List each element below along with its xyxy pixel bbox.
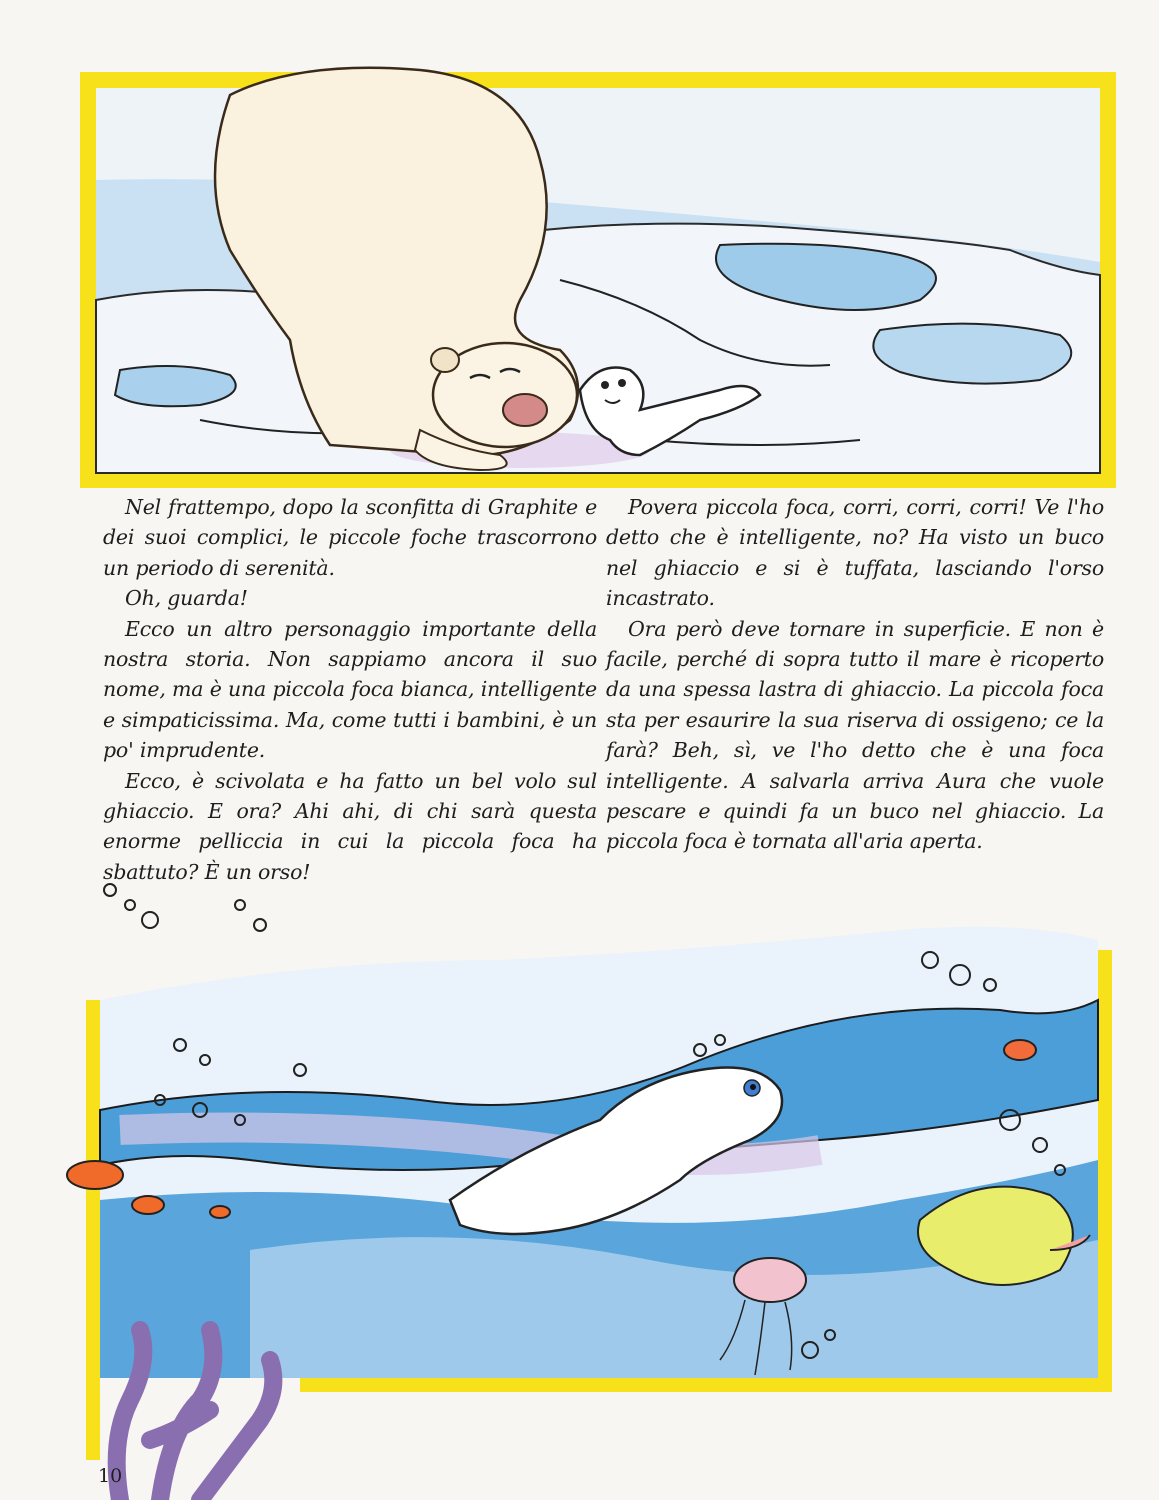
page-number: 10 [98, 1465, 123, 1487]
bottom-frame-left [86, 1000, 100, 1460]
left-paragraph-3: Ecco un altro personaggio importante della nostra storia. Non sappiamo ancora il suo nome, ma è una piccola foca bianca, intelligente e simpaticissima. Ma, come tutti i bambini, è un po' imprudente. [103, 616, 597, 763]
right-text-column [606, 492, 1104, 857]
left-text-column [103, 492, 597, 887]
left-paragraph-4: Ecco, è scivolata e ha fatto un bel volo sul ghiaccio. E ora? Ahi ahi, di chi sarà questa enorme pelliccia in cui la piccola foca ha sbattuto? È un orso! [103, 768, 597, 884]
left-paragraph-2: Oh, guarda! [125, 586, 248, 611]
bottom-frame-base [300, 1378, 1112, 1392]
right-paragraph-1: Povera piccola foca, corri, corri, corri! Ve l'ho detto che è intelligente, no? Ha visto un buco nel ghiaccio e si è tuffata, lasciando l'orso incastrato. [606, 495, 1104, 611]
bottom-frame-right [1098, 950, 1112, 1390]
bear-and-seal-illustration [0, 0, 1159, 500]
left-paragraph-1: Nel frattempo, dopo la sconfitta di Graphite e dei suoi complici, le piccole foche trascorrono un periodo di serenità. [103, 495, 597, 580]
right-paragraph-2: Ora però deve tornare in superficie. E non è facile, perché di sopra tutto il mare è ricoperto da una spessa lastra di ghiaccio. La piccola foca sta per esaurire la sua riserva di ossigeno; ce la farà? Beh, sì, ve l'ho detto che è una foca intelligente. A salvarla arriva Aura che vuole pescare e quindi fa un buco nel ghiaccio. La piccola foca è tornata all'aria aperta. [606, 616, 1104, 854]
